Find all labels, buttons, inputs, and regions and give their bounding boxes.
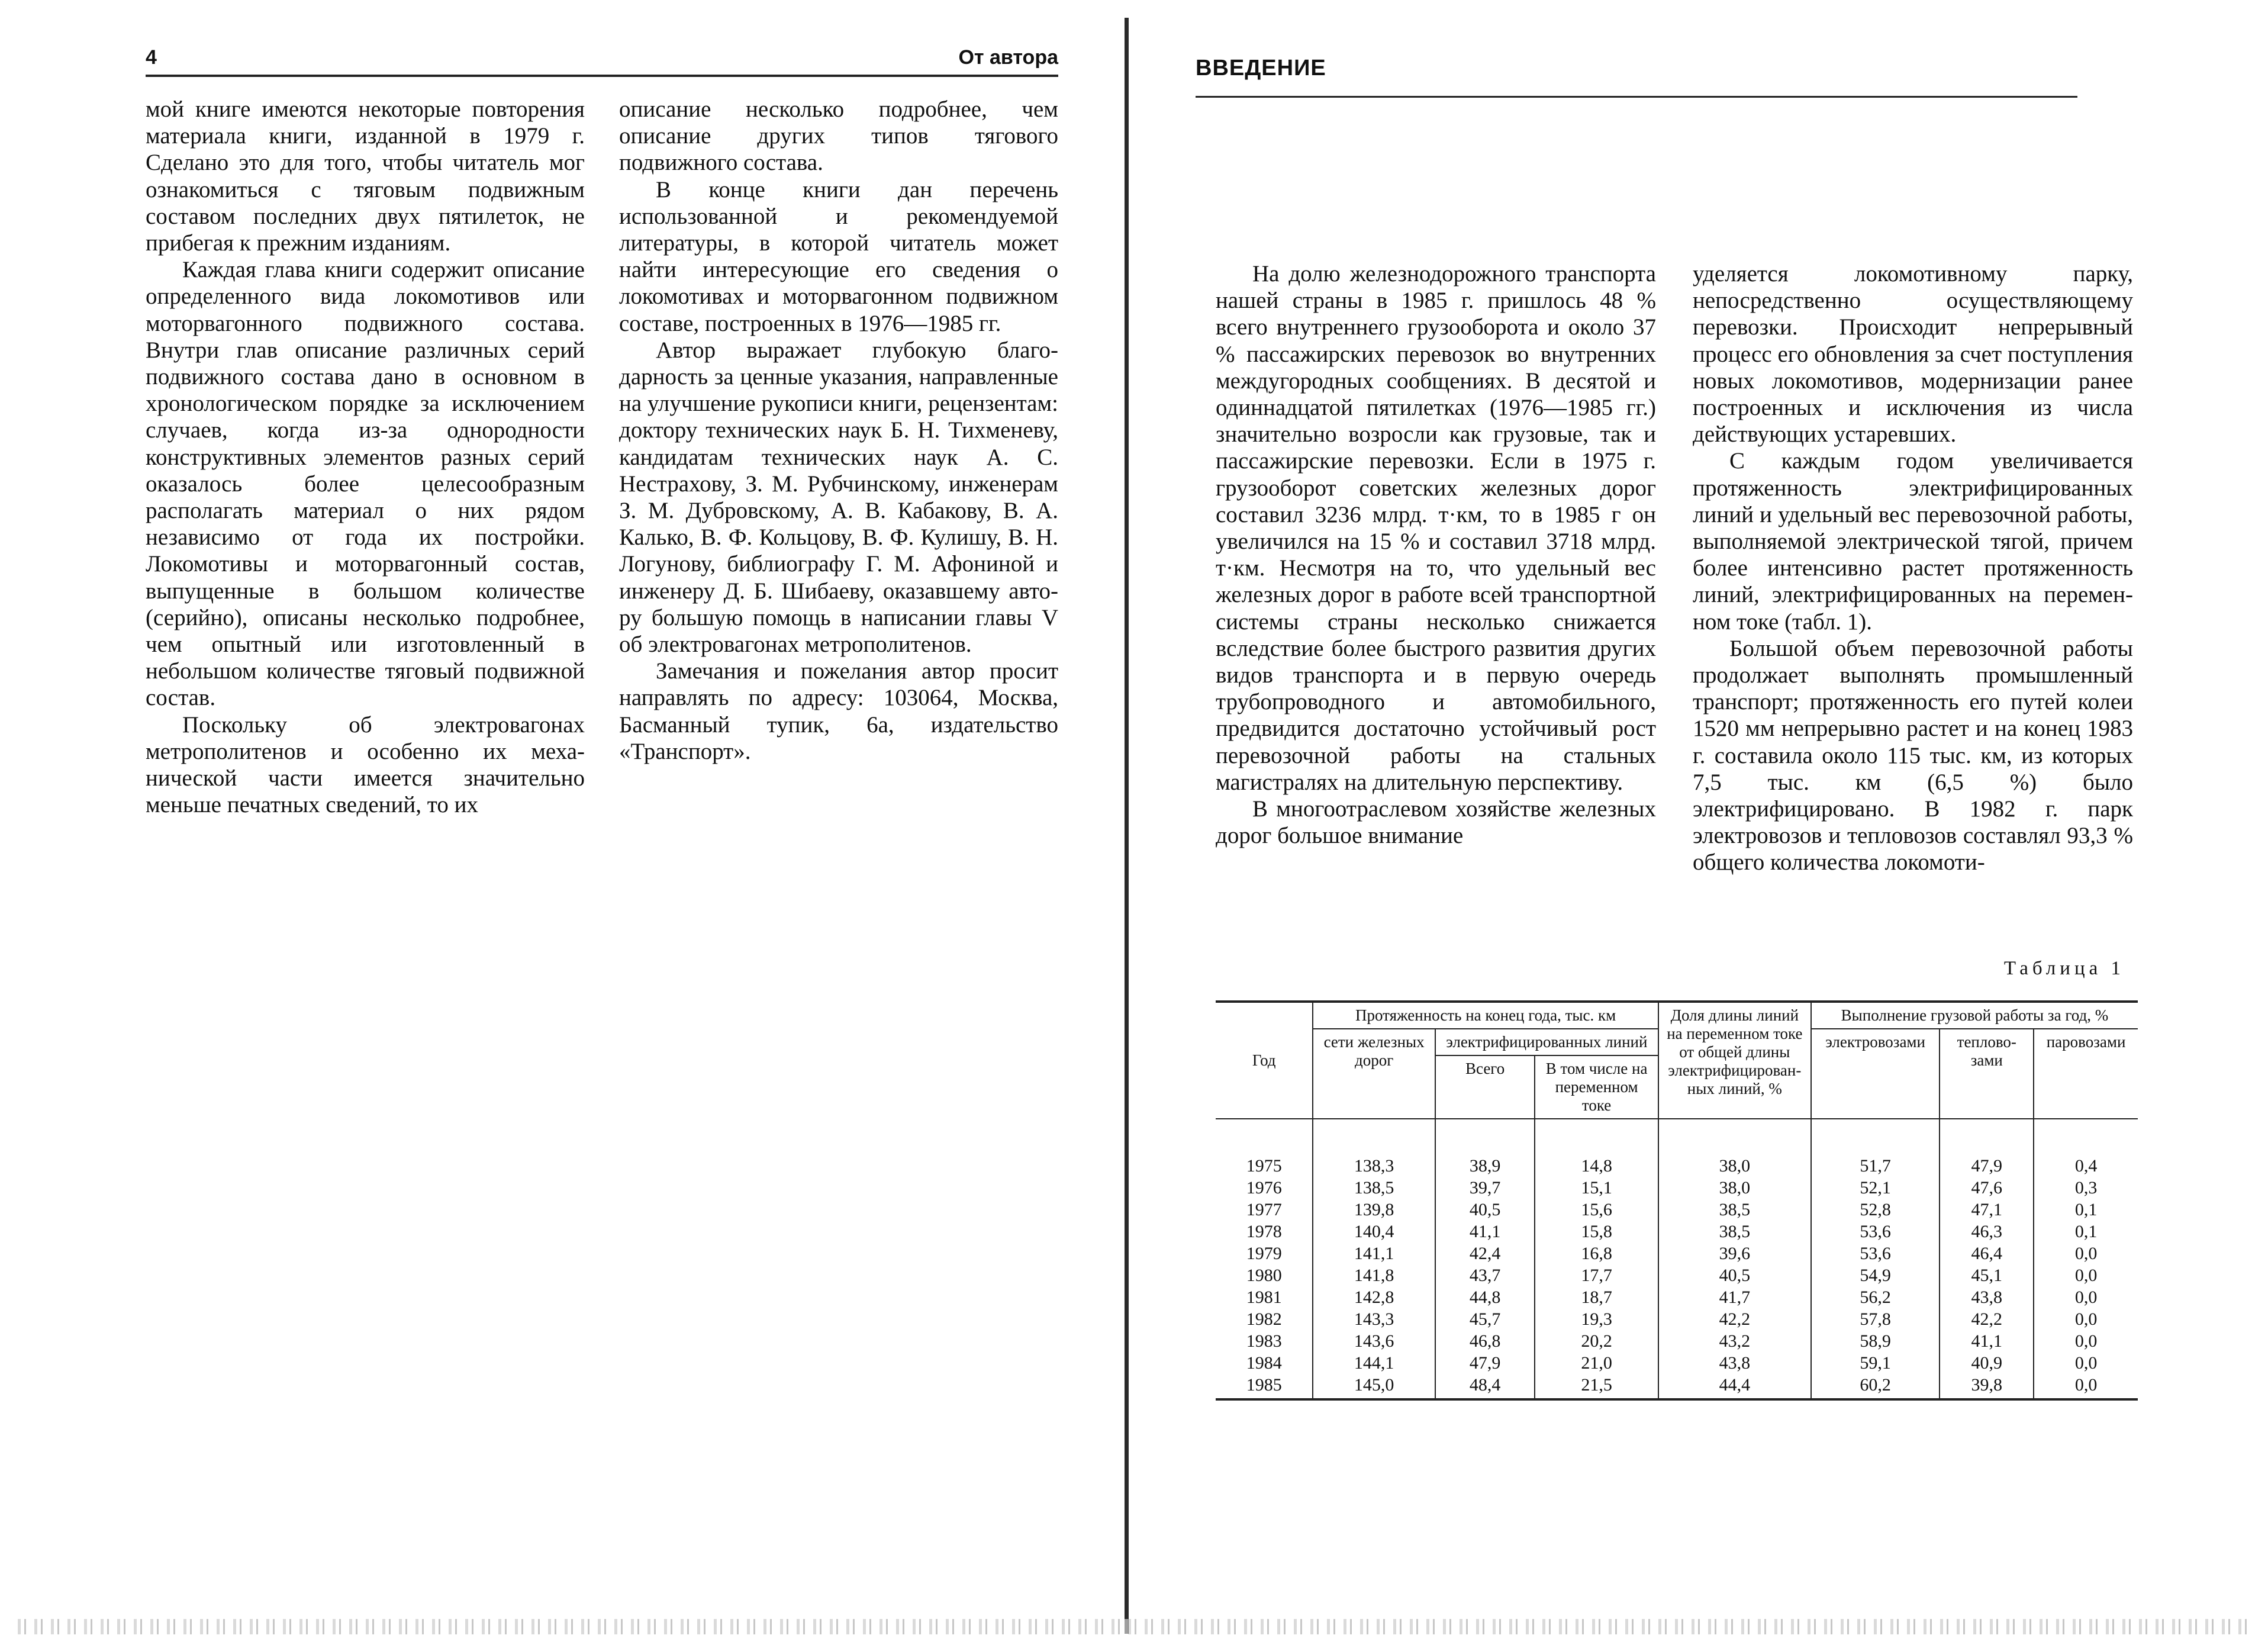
cell-electric: 51,7	[1811, 1119, 1940, 1177]
cell-electric: 52,8	[1811, 1199, 1940, 1221]
running-head	[146, 43, 1058, 77]
cell-total: 40,5	[1435, 1199, 1535, 1221]
table-row	[1216, 1374, 2138, 1399]
table-row	[1216, 1243, 2138, 1264]
cell-steam: 0,1	[2034, 1199, 2138, 1221]
cell-electric: 59,1	[1811, 1352, 1940, 1374]
cell-steam: 0,0	[2034, 1330, 2138, 1352]
cell-year: 1977	[1216, 1199, 1313, 1221]
table-row	[1216, 1330, 2138, 1352]
right-page	[1125, 0, 2268, 1648]
cell-year: 1982	[1216, 1308, 1313, 1330]
cell-total: 41,1	[1435, 1221, 1535, 1243]
cell-network: 138,5	[1313, 1177, 1435, 1199]
cell-total: 42,4	[1435, 1243, 1535, 1264]
paragraph: уделяется локомотивному парку, непосредственно осуществляющему перевозки. Происходит непрерывный процесс его обновления за счет поступления новых локомотивов, модернизации ранее построенных и исключения из числа действующих устаревших.	[1693, 261, 2133, 448]
chapter-heading-block	[1196, 41, 2077, 98]
cell-electric: 58,9	[1811, 1330, 1940, 1352]
cell-diesel: 46,4	[1940, 1243, 2034, 1264]
cell-network: 140,4	[1313, 1221, 1435, 1243]
cell-steam: 0,0	[2034, 1308, 2138, 1330]
cell-ac: 17,7	[1535, 1264, 1658, 1286]
paragraph: Автор выражает глубокую благодарность за ценные указания, направленные на улучшение рукописи книги, рецензентам: доктору технических наук Б. Н. Тихменеву, кандидатам технических наук А. С. Нестрахову, З. М. Рубчинскому, инженерам З. М. Дубровскому, А. В. Кабакову, В. А. Калько, В. Ф. Кольцову, В. Ф. Кулишу, В. Н. Логунову, библиографу Г. М. Афониной и инженеру Д. Б. Шибаеву, оказавшему автору большую помощь в написании главы V об электровагонах метрополитенов.	[619, 337, 1058, 658]
cell-steam: 0,1	[2034, 1221, 2138, 1243]
cell-electric: 60,2	[1811, 1374, 1940, 1399]
table-row	[1216, 1177, 2138, 1199]
cell-total: 38,9	[1435, 1119, 1535, 1177]
cell-ac: 15,6	[1535, 1199, 1658, 1221]
cell-electric: 53,6	[1811, 1243, 1940, 1264]
paragraph: На долю железнодорожного транспорта нашей страны в 1985 г. пришлось 48 % всего внутреннего грузооборота и около 37 % пассажирских перевозок во внутренних междугородных сообщениях. В десятой и одиннадцатой пятилетках (1976—1985 гг.) значительно возросли как грузовые, так и пассажирские перевозки. Если в 1975 г. грузооборот советских железных дорог составил 3236 млрд. т·км, то в 1985 г он увеличился на 15 % и составил 3718 млрд. т·км. Несмотря на то, что удельный вес железных дорог в работе всей транспортной системы страны несколько снижается вследствие более быстрого развития других видов транспорта и в первую очередь трубопроводного и автомобильного, предвидится достаточно устойчивый рост перевозочной работы на стальных магистралях на длительную перспективу.	[1216, 261, 1656, 795]
cell-diesel: 40,9	[1940, 1352, 2034, 1374]
cell-ac-share: 42,2	[1658, 1308, 1811, 1330]
cell-electric: 57,8	[1811, 1308, 1940, 1330]
cell-total: 39,7	[1435, 1177, 1535, 1199]
cell-network: 142,8	[1313, 1286, 1435, 1308]
cell-ac-share: 43,8	[1658, 1352, 1811, 1374]
cell-ac: 14,8	[1535, 1119, 1658, 1177]
cell-diesel: 39,8	[1940, 1374, 2034, 1399]
cell-electric: 52,1	[1811, 1177, 1940, 1199]
cell-year: 1984	[1216, 1352, 1313, 1374]
paragraph: В многоотраслевом хозяйстве железных дорог большое внимание	[1216, 796, 1656, 849]
paragraph: Замечания и пожелания автор просит направлять по адресу: 103064, Москва, Басманный тупик, 6а, издательство «Транспорт».	[619, 658, 1058, 764]
cell-steam: 0,3	[2034, 1177, 2138, 1199]
table-row	[1216, 1199, 2138, 1221]
cell-electric: 54,9	[1811, 1264, 1940, 1286]
cell-network: 143,3	[1313, 1308, 1435, 1330]
cell-diesel: 43,8	[1940, 1286, 2034, 1308]
left-column-2	[619, 96, 1058, 765]
cell-year: 1979	[1216, 1243, 1313, 1264]
cell-steam: 0,4	[2034, 1119, 2138, 1177]
header-ac: В том числе на переменном токе	[1535, 1055, 1658, 1119]
cell-year: 1975	[1216, 1119, 1313, 1177]
cell-year: 1985	[1216, 1374, 1313, 1399]
cell-ac: 21,0	[1535, 1352, 1658, 1374]
cell-total: 48,4	[1435, 1374, 1535, 1399]
cell-network: 138,3	[1313, 1119, 1435, 1177]
chapter-heading: ВВЕДЕНИЕ	[1196, 56, 1326, 81]
running-head-title: От автора	[958, 46, 1058, 69]
table-caption: Таблица 1	[2003, 958, 2125, 979]
right-column-2	[1693, 260, 2133, 876]
right-column-1	[1216, 260, 1656, 849]
cell-year: 1978	[1216, 1221, 1313, 1243]
left-page	[0, 0, 1125, 1648]
header-diesel: тепловозами	[1940, 1029, 2034, 1119]
cell-ac: 15,8	[1535, 1221, 1658, 1243]
cell-network: 144,1	[1313, 1352, 1435, 1374]
table-row	[1216, 1264, 2138, 1286]
cell-network: 141,8	[1313, 1264, 1435, 1286]
cell-ac-share: 38,0	[1658, 1119, 1811, 1177]
cell-diesel: 45,1	[1940, 1264, 2034, 1286]
cell-steam: 0,0	[2034, 1243, 2138, 1264]
cell-ac-share: 43,2	[1658, 1330, 1811, 1352]
cell-total: 47,9	[1435, 1352, 1535, 1374]
cell-total: 45,7	[1435, 1308, 1535, 1330]
cell-ac-share: 38,5	[1658, 1199, 1811, 1221]
cell-total: 43,7	[1435, 1264, 1535, 1286]
table-row	[1216, 1352, 2138, 1374]
cell-steam: 0,0	[2034, 1264, 2138, 1286]
cell-ac: 19,3	[1535, 1308, 1658, 1330]
cell-steam: 0,0	[2034, 1374, 2138, 1399]
header-steam: паровозами	[2034, 1029, 2138, 1119]
paragraph: описание несколько подробнее, чем описание других типов тягового подвижного состава.	[619, 96, 1058, 176]
header-electrified-group: электрифицированных линий	[1435, 1029, 1658, 1055]
cell-ac: 15,1	[1535, 1177, 1658, 1199]
cell-ac: 18,7	[1535, 1286, 1658, 1308]
cell-ac: 20,2	[1535, 1330, 1658, 1352]
cell-year: 1983	[1216, 1330, 1313, 1352]
cell-diesel: 46,3	[1940, 1221, 2034, 1243]
cell-year: 1980	[1216, 1264, 1313, 1286]
cell-network: 143,6	[1313, 1330, 1435, 1352]
cell-year: 1976	[1216, 1177, 1313, 1199]
cell-ac-share: 38,0	[1658, 1177, 1811, 1199]
left-column-1	[146, 96, 585, 818]
cell-ac-share: 40,5	[1658, 1264, 1811, 1286]
paragraph: мой книге имеются некоторые повторения материала книги, изданной в 1979 г. Сделано это для того, чтобы читатель мог ознакомиться с тяговым подвижным составом последних двух пятилеток, не прибегая к прежним изданиям.	[146, 96, 585, 256]
cell-diesel: 47,1	[1940, 1199, 2034, 1221]
paragraph: Поскольку об электровагонах метрополитенов и особенно их механической части имеется значительно меньше печатных сведений, то их	[146, 712, 585, 818]
paragraph: Большой объем перевозочной работы продолжает выполнять промышленный транспорт; протяженность его путей колеи 1520 мм непрерывно растет и на конец 1983 г. составила около 115 тыс. км, из которых 7,5 тыс. км (6,5 %) было электрифицировано. В 1982 г. парк электровозов и тепловозов составлял 93,3 % общего количества локомоти-	[1693, 635, 2133, 876]
cell-electric: 56,2	[1811, 1286, 1940, 1308]
cell-ac-share: 44,4	[1658, 1374, 1811, 1399]
cell-ac-share: 39,6	[1658, 1243, 1811, 1264]
header-freight-group: Выполнение грузовой работы за год, %	[1811, 1002, 2138, 1029]
cell-ac: 21,5	[1535, 1374, 1658, 1399]
cell-steam: 0,0	[2034, 1352, 2138, 1374]
cell-electric: 53,6	[1811, 1221, 1940, 1243]
scan-edge-artifact	[18, 1619, 2250, 1634]
header-ac-share: Доля длины линий на переменном токе от общей длины электрифицированных линий, %	[1658, 1002, 1811, 1119]
page-number: 4	[146, 46, 157, 69]
cell-network: 139,8	[1313, 1199, 1435, 1221]
cell-diesel: 42,2	[1940, 1308, 2034, 1330]
header-length-group: Протяженность на конец года, тыс. км	[1313, 1002, 1658, 1029]
paragraph: В конце книги дан перечень использованной и рекомендуемой литературы, в которой читатель может найти интересующие его сведения о локомотивах и моторвагонном подвижном составе, построенных в 1976—1985 гг.	[619, 176, 1058, 336]
cell-ac-share: 41,7	[1658, 1286, 1811, 1308]
header-year: Год	[1216, 1002, 1313, 1119]
cell-network: 145,0	[1313, 1374, 1435, 1399]
cell-ac-share: 38,5	[1658, 1221, 1811, 1243]
cell-diesel: 41,1	[1940, 1330, 2034, 1352]
table-row	[1216, 1119, 2138, 1177]
cell-ac: 16,8	[1535, 1243, 1658, 1264]
paragraph: Каждая глава книги содержит описание определенного вида локомотивов или моторвагонного подвижного состава. Внутри глав описание различных серий подвижного состава дано в основном в хронологическом порядке за исключением случаев, когда из-за однородности конструктивных элементов разных серий оказалось более целесообразным располагать материал о них рядом независимо от года их постройки. Локомотивы и моторвагонный состав, выпущенные в большом количестве (серийно), описаны несколько подробнее, чем опытный или изготовленный в небольшом количестве тяговый подвижной состав.	[146, 257, 585, 711]
cell-diesel: 47,9	[1940, 1119, 2034, 1177]
cell-total: 44,8	[1435, 1286, 1535, 1308]
table-row	[1216, 1286, 2138, 1308]
cell-steam: 0,0	[2034, 1286, 2138, 1308]
statistics-table	[1216, 1000, 2138, 1401]
cell-total: 46,8	[1435, 1330, 1535, 1352]
table-row	[1216, 1221, 2138, 1243]
cell-year: 1981	[1216, 1286, 1313, 1308]
cell-network: 141,1	[1313, 1243, 1435, 1264]
cell-diesel: 47,6	[1940, 1177, 2034, 1199]
header-electric: электровозами	[1811, 1029, 1940, 1119]
table-row	[1216, 1308, 2138, 1330]
paragraph: С каждым годом увеличивается протяженность электрифицированных линий и удельный вес перевозочной работы, выполняемой электрической тягой, причем более интенсивно растет протяженность линий, электрифицированных на переменном токе (табл. 1).	[1693, 448, 2133, 635]
header-network: сети железных дорог	[1313, 1029, 1435, 1119]
header-total: Всего	[1435, 1055, 1535, 1119]
